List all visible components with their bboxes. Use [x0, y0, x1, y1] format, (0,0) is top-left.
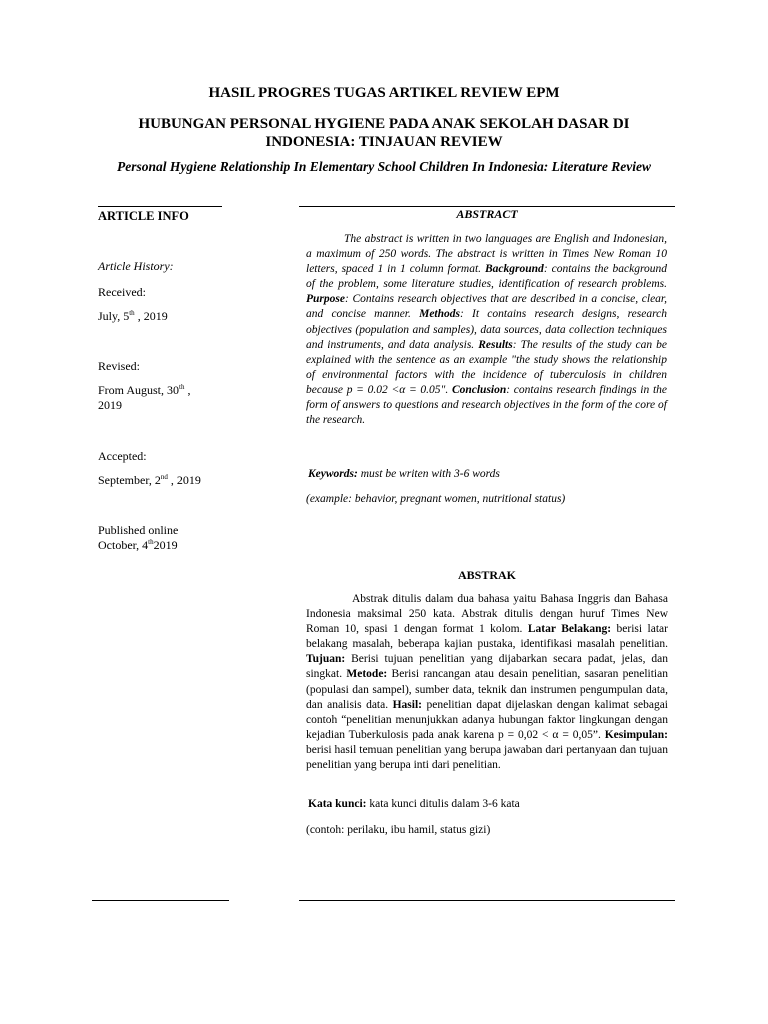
- revised-label: Revised:: [98, 359, 140, 373]
- article-title-indonesian: [110, 115, 658, 151]
- keywords-indonesian: Kata kunci: kata kunci ditulis dalam 3-6 kata: [308, 798, 520, 810]
- published-online: Published online October, 4th2019: [98, 523, 179, 552]
- article-title-line1: HUBUNGAN PERSONAL HYGIENE PADA ANAK SEKOLAH DASAR DI: [138, 116, 630, 132]
- revised-date: From August, 30th , 2019: [98, 383, 191, 412]
- abstract-indonesian-body: Abstrak ditulis dalam dua bahasa yaitu Bahasa Inggris dan Bahasa Indonesia maksimal 250 kata. Abstrak ditulis dengan huruf Times New Roman 10, spasi 1 dengan format 1 kolom. Latar Belakang: berisi latar belakang masalah, beberapa kajian pustaka, identifikasi masalah penelitian. Tujuan: Berisi tujuan penelitian yang dijabarkan secara padat, jelas, dan singkat. Metode: Berisi rancangan atau desain penelitian, sasaran penelitian (populasi dan sampel), sumber data, teknik dan instrumen pengumpulan data, dan analisis data. Hasil: penelitian dapat dijelaskan dengan kalimat sebagai contoh “penelitian menunjukkan adanya hubungan faktor lingkungan dengan kejadian Tuberkulosis pada anak karena p = 0,02 < α = 0,05”. Kesimpulan: berisi hasil temuan penelitian yang berupa jawaban dari pertanyaan dan tujuan penelitian yang berupa inti dari penelitian.: [306, 593, 668, 772]
- article-info-heading: ARTICLE INFO: [98, 209, 189, 223]
- received-date: July, 5th , 2019: [98, 309, 168, 323]
- article-title-english: Personal Hygiene Relationship In Elementary School Children In Indonesia: Literature Review: [116, 159, 652, 174]
- abstract-heading: ABSTRACT: [456, 207, 518, 221]
- document-title: HASIL PROGRES TUGAS ARTIKEL REVIEW EPM: [208, 85, 560, 101]
- keywords-example-indonesian: (contoh: perilaku, ibu hamil, status gizi): [306, 824, 491, 836]
- received-label: Received:: [98, 285, 146, 299]
- abstract-english-body: The abstract is written in two languages are English and Indonesian, a maximum of 250 words. The abstract is written in Times New Roman 10 letters, spaced 1 in 1 column format. Background: contains the background of the problem, some literature studies, identification of research problems. Purpose: Contains research objectives that are described in a concise, clear, and concise manner. Methods: It contains research designs, research objectives (population and samples), data sources, data collection techniques and instruments, and data analysis. Results: The results of the study can be explained with the sentence as an example "the study shows the relationship of environmental factors with the incidence of tuberculosis in children because p = 0.02 <α = 0.05". Conclusion: contains research findings in the form of answers to questions and research objectives in the form of the core of the research.: [306, 233, 667, 427]
- accepted-date: September, 2nd , 2019: [98, 473, 201, 487]
- article-title-line2: INDONESIA: TINJAUAN REVIEW: [265, 134, 503, 150]
- article-info-top-rule: [98, 206, 222, 207]
- abstrak-heading: ABSTRAK: [457, 568, 516, 582]
- abstract-bottom-rule: [299, 900, 675, 901]
- article-info-bottom-rule: [92, 900, 229, 901]
- article-history-label: Article History:: [98, 259, 174, 273]
- keywords-example-english: (example: behavior, pregnant women, nutritional status): [306, 493, 566, 505]
- accepted-label: Accepted:: [98, 449, 147, 463]
- keywords-english: Keywords: must be writen with 3-6 words: [308, 468, 500, 480]
